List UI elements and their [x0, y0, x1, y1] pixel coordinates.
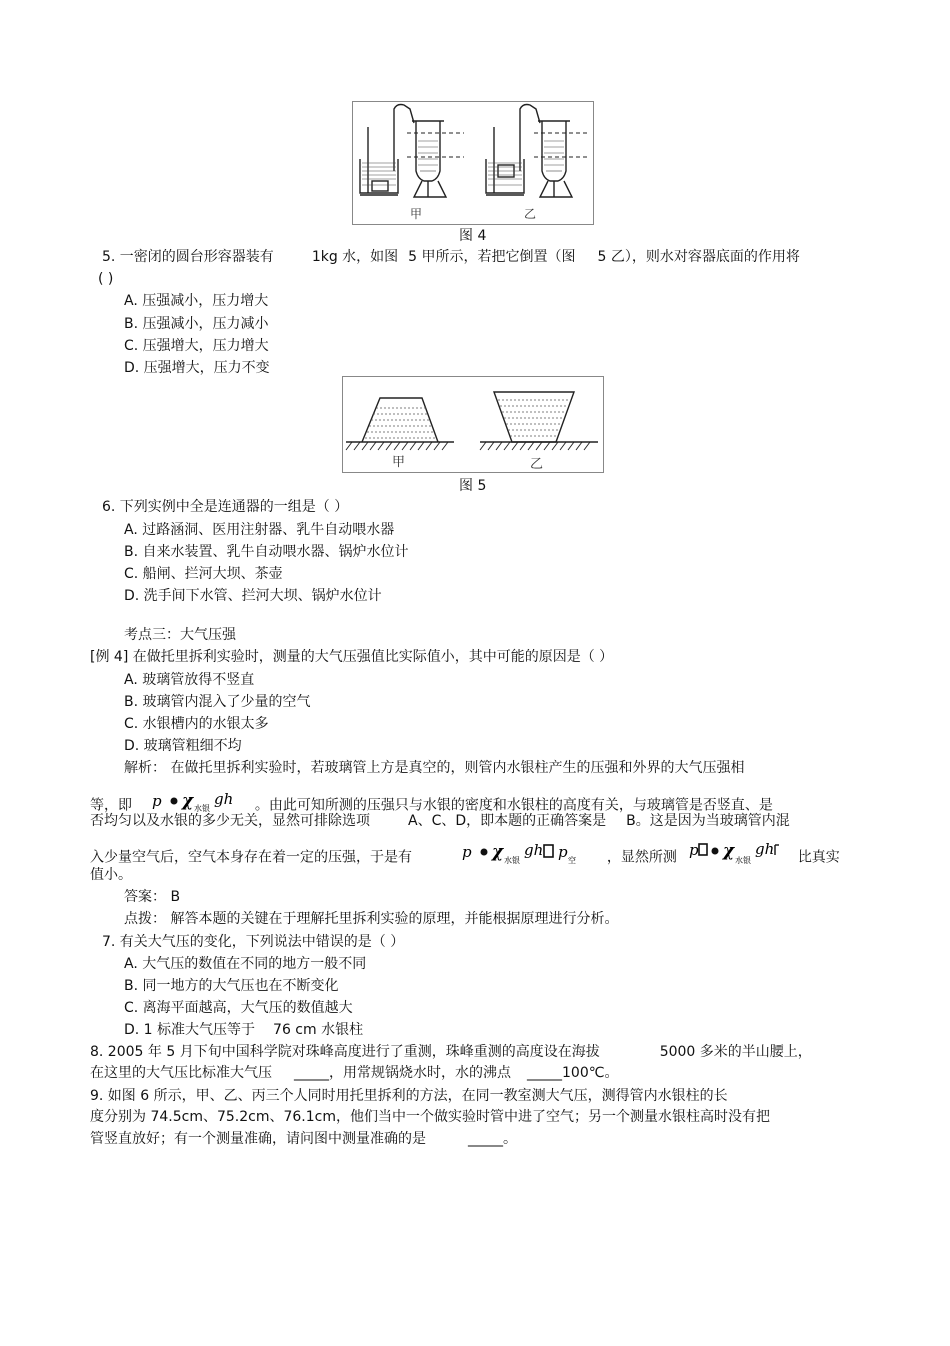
section-title: 考点三：大气压强 [124, 627, 236, 643]
svg-text:χ: χ [492, 843, 504, 862]
ex4-option-b: B. 玻璃管内混入了少量的空气 [124, 694, 311, 710]
formula-measured-pressure [687, 843, 791, 872]
svg-text:水银: 水银 [504, 856, 521, 865]
ex4-stem: [例 4] 在做托里拆利实验时，测量的大气压强值比实际值小，其中可能的原因是（ ） [90, 649, 614, 665]
q5-option-a: A. 压强减小，压力增大 [124, 293, 269, 309]
ex4-option-d: D. 玻璃管粗细不均 [124, 738, 242, 754]
q7-option-b: B. 同一地方的大气压也在不断变化 [124, 978, 339, 994]
ex4-option-a: A. 玻璃管放得不竖直 [124, 672, 255, 688]
figure-5-caption: 图 5 [459, 478, 487, 494]
q5-option-d: D. 压强增大，压力不变 [124, 360, 270, 376]
ex4-analysis-line1: 解析： 在做托里拆利实验时，若玻璃管上方是真空的，则管内水银柱产生的压强和外界的大气压强相 [124, 760, 745, 776]
ex4-tip: 点拨： 解答本题的关键在于理解托里拆利实验的原理，并能根据原理进行分析。 [124, 911, 619, 927]
svg-text:gh: gh [524, 843, 544, 859]
q6-option-a: A. 过路涵洞、医用注射器、乳牛自动喂水器 [124, 522, 395, 538]
svg-text:水银: 水银 [194, 804, 211, 813]
svg-text:水银: 水银 [735, 856, 752, 865]
q9-line2: 度分别为 74.5cm、75.2cm、76.1cm，他们当中一个做实验时管中进了空气；另一个测量水银柱高时没有把 [90, 1109, 770, 1125]
q6-option-d: D. 洗手间下水管、拦河大坝、锅炉水位计 [124, 588, 382, 604]
ex4-answer: 答案： B [124, 889, 181, 905]
q5-stem-bracket: ( ) [98, 271, 114, 287]
ex4-analysis-line4: 入少量空气后，空气本身存在着一定的压强，于是有 p χ 水银 gh p 空 ，显然所测 p χ 水银 gh 比真实 [90, 843, 840, 872]
q7-stem: 7. 有关大气压的变化，下列说法中错误的是（ ） [102, 934, 405, 950]
q7-option-d: D. 1 标准大气压等于 76 cm 水银柱 [124, 1022, 364, 1038]
svg-text:gh: gh [755, 843, 775, 858]
q5-stem: 5. 一密闭的圆台形容器装有 1kg 水，如图 5 甲所示，若把它倒置（图 5 乙），则水对容器底面的作用将 [102, 249, 800, 265]
figure-4-caption: 图 4 [459, 228, 487, 244]
q8-line2: 在这里的大气压比标准大气压 _____，用常规锅烧水时，水的沸点 _____100℃。 [90, 1065, 619, 1081]
fig5-label-left: 甲 [392, 455, 406, 470]
figure-5 [342, 376, 604, 473]
svg-text:χ: χ [182, 791, 194, 811]
ex4-analysis-line5: 值小。 [90, 867, 132, 883]
fig4-label-right: 乙 [524, 207, 537, 221]
fig4-label-left: 甲 [410, 207, 423, 221]
q6-option-c: C. 船闸、拦河大坝、茶壶 [124, 566, 283, 582]
svg-text:p: p [558, 843, 569, 861]
svg-text:gh: gh [214, 791, 234, 808]
svg-text:p: p [152, 792, 163, 810]
ex4-option-c: C. 水银槽内的水银太多 [124, 716, 269, 732]
q8-line1: 8. 2005 年 5 月下旬中国科学院对珠峰高度进行了重测，珠峰重测的高度设在海拔 5000 多米的半山腰上， [90, 1044, 812, 1060]
svg-text:空: 空 [568, 856, 577, 865]
svg-text:χ: χ [723, 843, 735, 861]
fig5-label-right: 乙 [530, 457, 544, 472]
ex4-analysis-line2: 等，即 p χ 水银 gh 。由此可知所测的压强只与水银的密度和水银柱的高度有关，与玻璃管是否竖直、是 [90, 791, 773, 820]
q9-line3: 管竖直放好；有一个测量准确，请问图中测量准确的是 _____。 [90, 1131, 517, 1147]
figure-4 [352, 101, 594, 225]
q6-stem: 6. 下列实例中全是连通器的一组是（ ） [102, 499, 349, 515]
q7-option-c: C. 离海平面越高，大气压的数值越大 [124, 1000, 353, 1016]
q5-option-c: C. 压强增大，压力增大 [124, 338, 269, 354]
q7-option-a: A. 大气压的数值在不同的地方一般不同 [124, 956, 367, 972]
q6-option-b: B. 自来水装置、乳牛自动喂水器、锅炉水位计 [124, 544, 409, 560]
ex4-analysis-line3: 否均匀以及水银的多少无关，显然可排除选项 A、C、D，即本题的正确答案是 B。这是因为当玻璃管内混 [90, 813, 790, 829]
svg-text:p: p [462, 843, 473, 861]
q5-option-b: B. 压强减小，压力减小 [124, 316, 269, 332]
svg-text:p: p [689, 843, 699, 859]
formula-pressure-with-air [460, 843, 600, 872]
q9-line1: 9. 如图 6 所示，甲、乙、丙三个人同时用托里拆利的方法，在同一教室测大气压，测得管内水银柱的长 [90, 1088, 728, 1104]
